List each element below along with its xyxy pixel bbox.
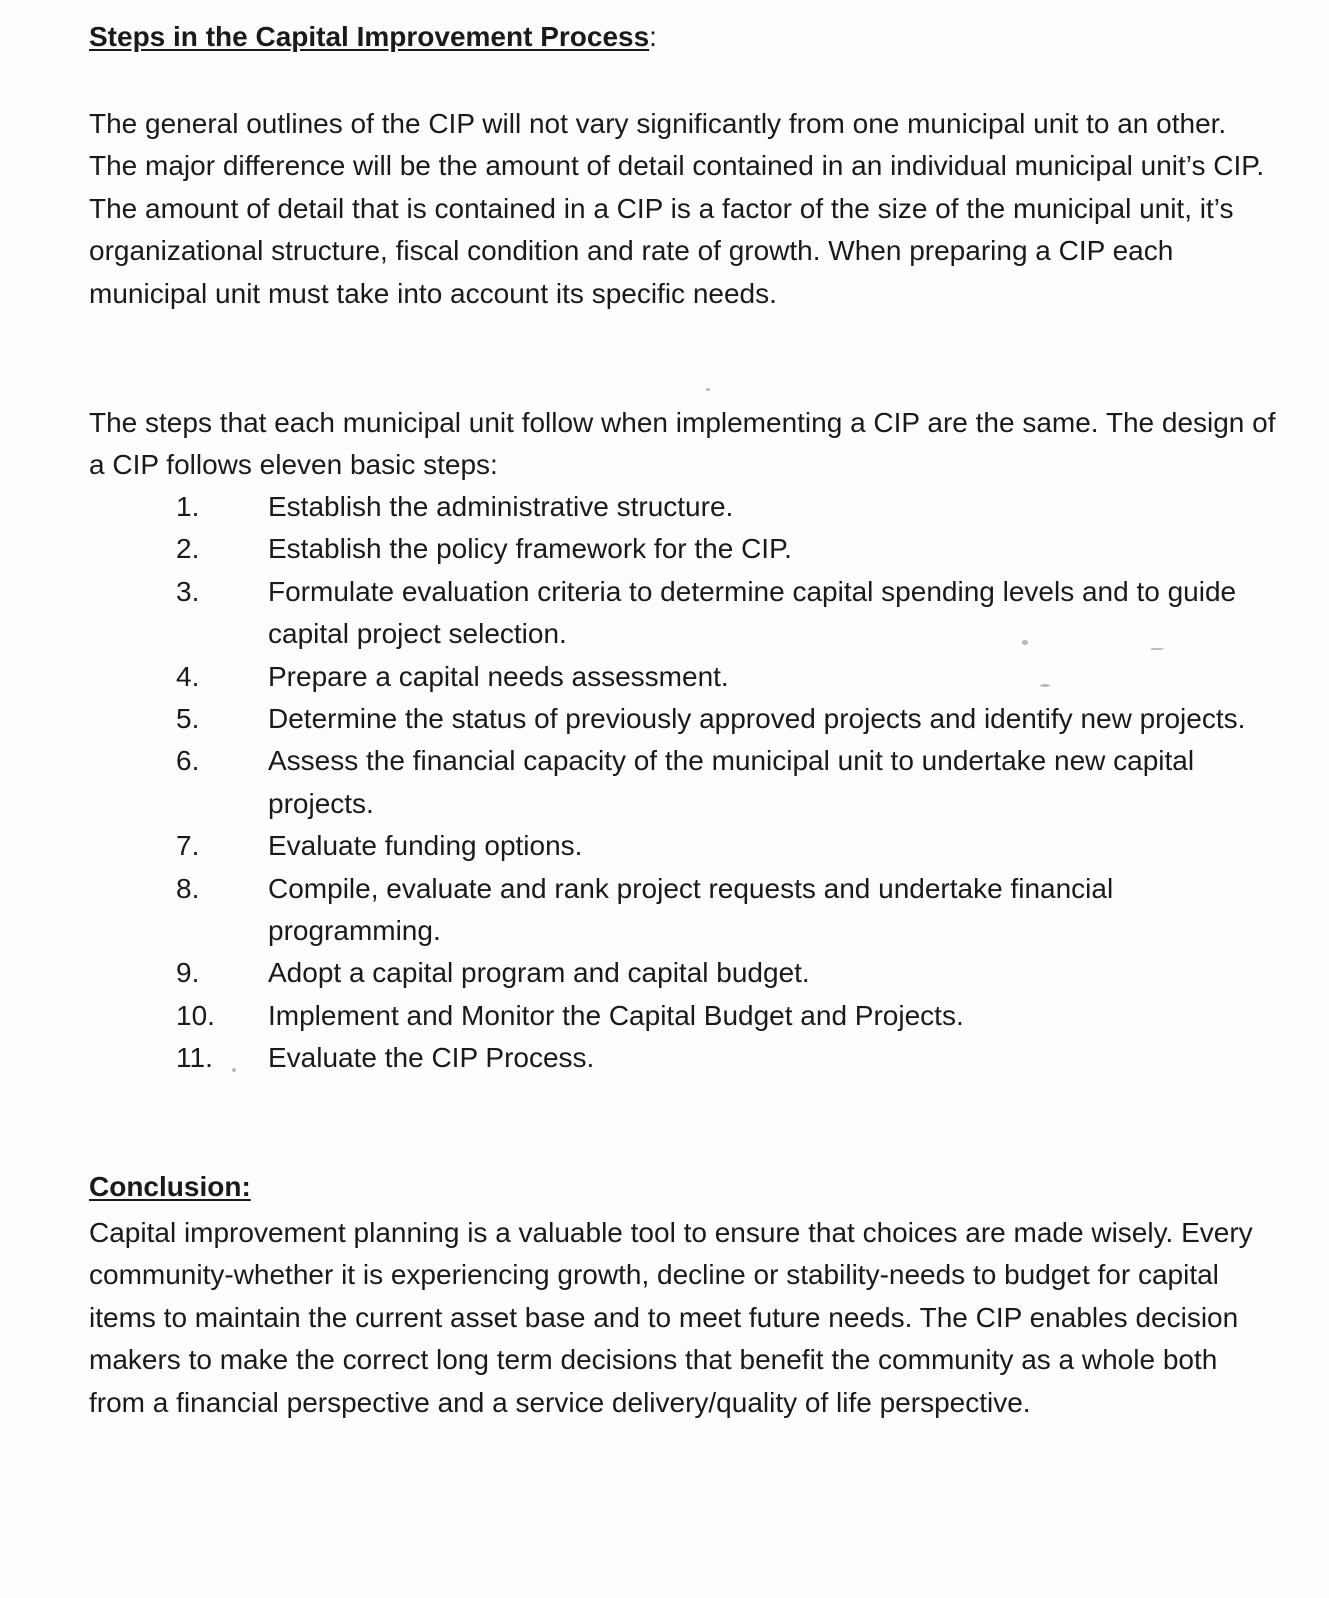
list-item-number: 9. bbox=[176, 957, 200, 989]
list-item-text: Prepare a capital needs assessment. bbox=[268, 660, 729, 692]
list-item-number: 3. bbox=[176, 575, 200, 607]
list-item-text: Determine the status of previously approved projects and identify new projects. bbox=[268, 703, 1246, 735]
scan-speck bbox=[1150, 648, 1164, 650]
scan-speck bbox=[1040, 684, 1050, 687]
steps-heading bbox=[89, 20, 657, 54]
list-item bbox=[0, 740, 1253, 825]
list-item bbox=[0, 995, 1253, 1037]
list-item-text: Evaluate the CIP Process. bbox=[268, 1042, 595, 1074]
list-item-text: Establish the administrative structure. bbox=[268, 491, 734, 522]
list-item-number: 2. bbox=[176, 533, 200, 565]
steps-heading-text: Steps in the Capital Improvement Process bbox=[89, 21, 650, 52]
steps-heading-colon: : bbox=[649, 21, 657, 52]
list-item bbox=[0, 571, 1253, 656]
conclusion-paragraph: Capital improvement planning is a valuable tool to ensure that choices are made wisely. Every community-whether it is experiencing growth, decline or stability-needs to budget for capital items to maintain the current asset base and to meet future needs. The CIP enables decision makers to make the correct long term decisions that benefit the community as a whole both from a financial perspective and a service delivery/quality of life perspective. bbox=[89, 1217, 1253, 1418]
intro-paragraph: The general outlines of the CIP will not vary significantly from one municipal unit to an other. The major difference will be the amount of detail contained in an individual municipal unit’s CIP. The amount of detail that is contained in a CIP is a factor of the size of the municipal unit, it’s organizational structure, fiscal condition and rate of growth. When preparing a CIP each municipal unit must take into account its specific needs. bbox=[89, 108, 1265, 309]
list-item bbox=[0, 868, 1253, 953]
list-item bbox=[0, 528, 1253, 570]
list-item-text: Implement and Monitor the Capital Budget and Projects. bbox=[268, 999, 964, 1031]
conclusion-heading bbox=[89, 1170, 251, 1204]
list-item-number: 11. bbox=[176, 1042, 213, 1074]
list-item-number: 8. bbox=[176, 872, 200, 904]
steps-list bbox=[0, 486, 1329, 1080]
list-item bbox=[0, 1037, 1253, 1079]
list-item-number: 7. bbox=[176, 830, 200, 862]
list-item-text: Compile, evaluate and rank project requests and undertake financial programming. bbox=[268, 872, 1114, 947]
list-item-text: Assess the financial capacity of the municipal unit to undertake new capital projects. bbox=[268, 745, 1195, 819]
scan-speck bbox=[1022, 640, 1028, 645]
conclusion-heading-text: Conclusion: bbox=[89, 1171, 251, 1202]
list-item-text: Adopt a capital program and capital budget. bbox=[268, 957, 810, 989]
list-item-number: 6. bbox=[176, 745, 200, 777]
list-item-number: 10. bbox=[176, 999, 215, 1031]
list-item-text: Evaluate funding options. bbox=[268, 830, 583, 862]
list-item-number: 5. bbox=[176, 703, 200, 735]
list-item bbox=[0, 952, 1253, 994]
list-item bbox=[0, 656, 1253, 698]
steps-intro-paragraph: The steps that each municipal unit follow when implementing a CIP are the same. The design of a CIP follows eleven basic steps: bbox=[89, 407, 1276, 481]
list-item-number: 1. bbox=[176, 491, 200, 522]
list-item bbox=[0, 698, 1253, 740]
list-item-text: Establish the policy framework for the CIP. bbox=[268, 533, 792, 565]
list-item bbox=[0, 825, 1253, 867]
list-item-text: Formulate evaluation criteria to determine capital spending levels and to guide capital project selection. bbox=[268, 575, 1237, 650]
scan-speck bbox=[706, 388, 710, 391]
list-item-number: 4. bbox=[176, 660, 200, 692]
list-item bbox=[0, 486, 1253, 528]
scan-speck bbox=[232, 1068, 236, 1072]
